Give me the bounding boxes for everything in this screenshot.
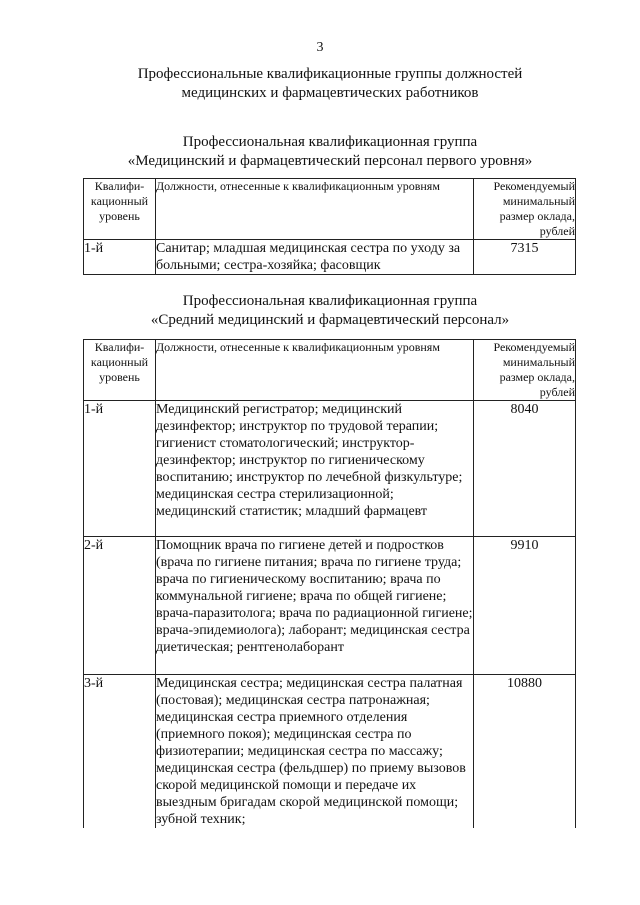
group-2-table (83, 339, 576, 828)
header-positions: Должности, отнесенные к квалификационным уровням (156, 340, 474, 401)
table-row (84, 675, 576, 829)
row-level: 1-й (84, 240, 156, 275)
header-level: Квалифи-кационный уровень (84, 340, 156, 401)
row-salary: 10880 (474, 675, 576, 829)
table-header-row (84, 179, 576, 240)
group-1-table (83, 178, 576, 275)
row-salary: 9910 (474, 537, 576, 675)
row-positions: Санитар; младшая медицинская сестра по уходу за больными; сестра-хозяйка; фасовщик (156, 240, 474, 275)
row-salary: 7315 (474, 240, 576, 275)
table-row (84, 240, 576, 275)
document-title-line-1: Профессиональные квалификационные группы должностей (137, 66, 523, 82)
row-positions: Медицинская сестра; медицинская сестра палатная (постовая); медицинская сестра патронажная; медицинская сестра приемного отделения (приемного покоя); медицинская сестра по физиотерапии; медицинская сестра по массажу; медицинская сестра (фельдшер) по приему вызовов скорой медицинской помощи и передаче их выездным бригадам скорой медицинской помощи; зубной техник; (156, 675, 474, 829)
page-number: 3 (316, 40, 324, 55)
group-2-title-line-2: «Средний медицинский и фармацевтический персонал» (150, 312, 510, 328)
row-level: 1-й (84, 401, 156, 537)
table-row (84, 401, 576, 537)
document-title-line-2: медицинских и фармацевтических работников (181, 85, 479, 101)
row-salary: 8040 (474, 401, 576, 537)
header-positions: Должности, отнесенные к квалификационным уровням (156, 179, 474, 240)
row-positions: Медицинский регистратор; медицинский дезинфектор; инструктор по трудовой терапии; гигиенист стоматологический; инструктор-дезинфектор; инструктор по гигиеническому воспитанию; инструктор по лечебной физкультуре; медицинская сестра стерилизационной; медицинский статистик; младший фармацевт (156, 401, 474, 537)
group-1-title-line-2: «Медицинский и фармацевтический персонал первого уровня» (127, 153, 533, 169)
document-title (80, 65, 580, 103)
row-positions: Помощник врача по гигиене детей и подростков (врача по гигиене питания; врача по гигиене труда; врача по гигиеническому воспитанию; врача по коммунальной гигиене; врача по общей гигиене; врача-паразитолога; врача по радиационной гигиене; врача-эпидемиолога); лаборант; медицинская сестра диетическая; рентгенолаборант (156, 537, 474, 675)
group-2-title-line-1: Профессиональная квалификационная группа (182, 293, 478, 309)
row-level: 3-й (84, 675, 156, 829)
header-level: Квалифи-кационный уровень (84, 179, 156, 240)
row-level: 2-й (84, 537, 156, 675)
header-salary: Рекомендуемый минимальный размер оклада, рублей (474, 340, 576, 401)
table-header-row (84, 340, 576, 401)
header-salary: Рекомендуемый минимальный размер оклада, рублей (474, 179, 576, 240)
table-row (84, 537, 576, 675)
group-2-title (80, 292, 580, 330)
group-1-title (80, 133, 580, 171)
group-1-title-line-1: Профессиональная квалификационная группа (182, 134, 478, 150)
